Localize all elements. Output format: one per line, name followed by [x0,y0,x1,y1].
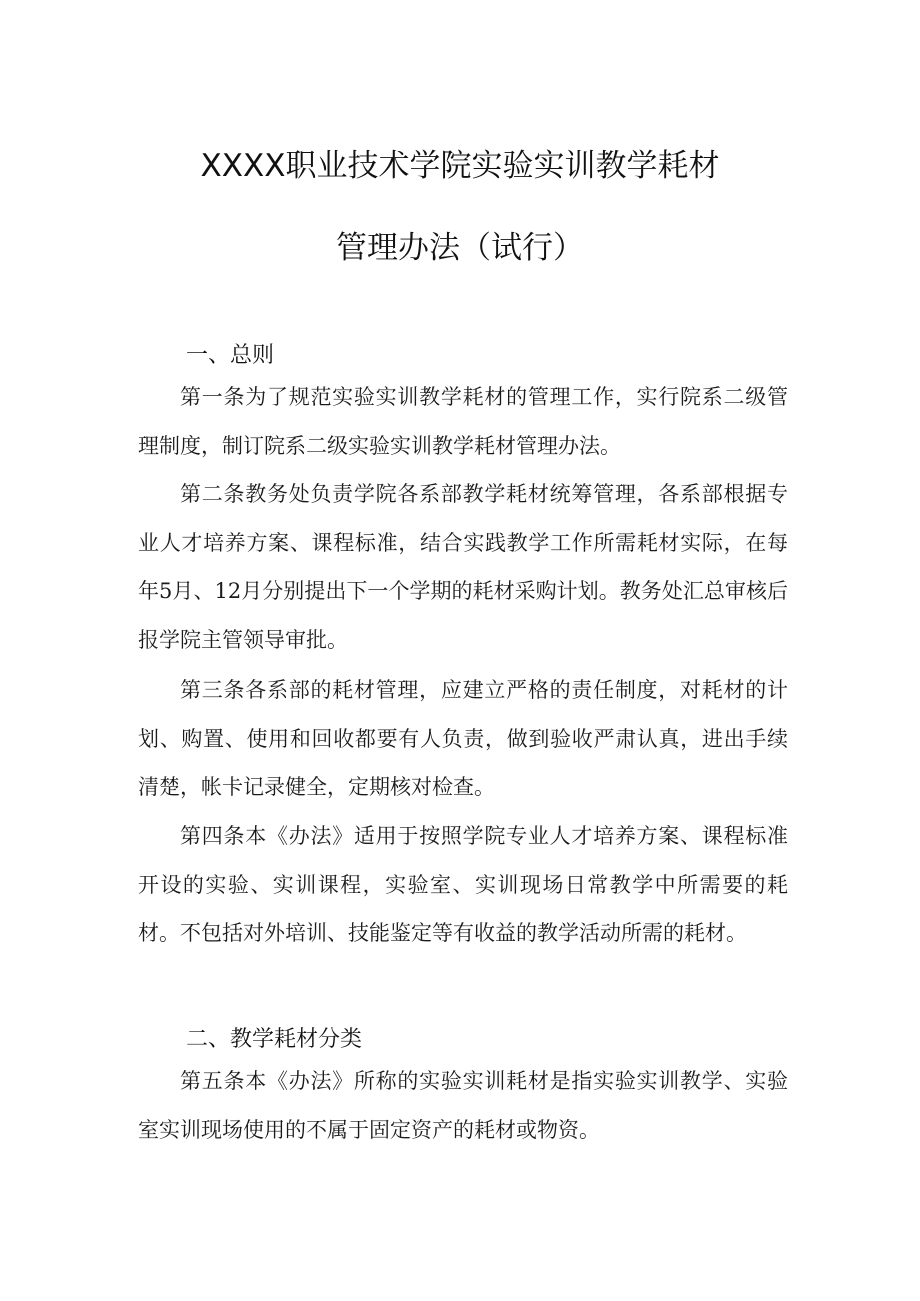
article-1: 第一条为了规范实验实训教学耗材的管理工作，实行院系二级管理制度，制订院系二级实验实训教学耗材管理办法。 [138,385,788,458]
document-title-line-2: 管理办法（试行） [336,230,584,266]
article-5: 第五条本《办法》所称的实验实训耗材是指实验实训教学、实验室实训现场使用的不属于固定资产的耗材或物资。 [138,1069,788,1142]
document-title-line-1: XXXX职业技术学院实验实训教学耗材 [200,148,720,184]
section-heading-classification: 二、教学耗材分类 [186,1027,363,1052]
article-2: 第二条教务处负责学院各系部教学耗材统筹管理，各系部根据专业人才培养方案、课程标准，结合实践教学工作所需耗材实际，在每年5月、12月分别提出下一个学期的耗材采购计划。教务处汇总审核后报学院主管领导审批。 [138,482,788,652]
article-3: 第三条各系部的耗材管理，应建立严格的责任制度，对耗材的计划、购置、使用和回收都要有人负责，做到验收严肃认真，进出手续清楚，帐卡记录健全，定期核对检查。 [138,678,788,799]
section-heading-general: 一、总则 [186,343,275,368]
article-4: 第四条本《办法》适用于按照学院专业人才培养方案、课程标准开设的实验、实训课程，实验室、实训现场日常教学中所需要的耗材。不包括对外培训、技能鉴定等有收益的教学活动所需的耗材。 [138,824,788,945]
